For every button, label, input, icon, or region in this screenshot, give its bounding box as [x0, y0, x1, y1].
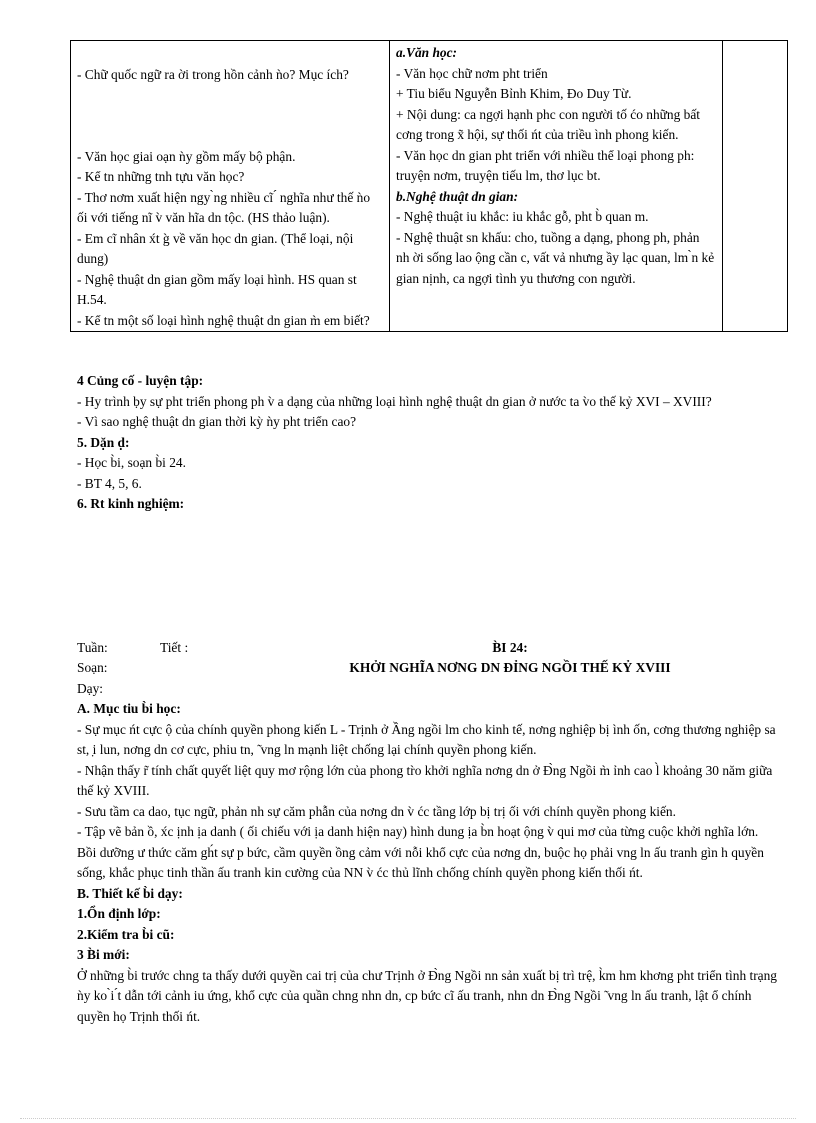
- step-3: 3 B̀i mới:: [77, 947, 130, 962]
- section-5-line: - Học b̀i, soạn b̀i 24.: [77, 455, 186, 470]
- objective-line: - Tập vẽ bản ồ, x́c ịnh ịa danh ( ối chiếu với ịa danh hiện nay) hình dung ịa b̀n hoạt ộng v̀ qui mơ của từng cuộc khởi nghĩa lớn.: [77, 824, 759, 839]
- step-2: 2.Kiểm tra b̀i cũ:: [77, 926, 175, 942]
- literature-heading: a.Văn học:: [396, 45, 458, 60]
- week-label: Tuần:: [77, 640, 108, 655]
- step-1: 1.Ổn định lớp:: [77, 906, 161, 921]
- question-5: - Em cĩ nhân x́t g̀ về văn học dn gian. (Thể loại, nội dung): [77, 230, 354, 266]
- content-line: + Tiu biểu Nguyễn Bỉnh Khim, Đo Duy Từ.: [396, 86, 632, 101]
- section-4: [77, 371, 777, 515]
- section-a: [77, 699, 777, 1027]
- section-4-line: - Vì sao nghệ thuật dn gian thời kỳ ǹy pht triển cao?: [77, 414, 357, 429]
- intro-paragraph: Ở những b̀i trước chng ta thấy dưới quyền cai trị của chư Trịnh ở Đ̀ng Ngồi nn sản xuất bị trì trệ, k̀m hm khơng pht triển tình trạng ǹy ko ̀i ́t dẫn tới cảnh iu ứng, khổ cực của quần chng nhn dn, cp bức cĩ ấu tranh, nhn dn Đ̀ng Ngồi ̃ vng ln ấu tranh, lật ổ chính quyền họ Trịnh thối ńt.: [77, 967, 777, 1024]
- section-a-title: A. Mục tiu b̀i học:: [77, 701, 181, 716]
- question-1: - Chữ quốc ngữ ra ời trong hồn cảnh ǹo? Mục ích?: [77, 67, 349, 82]
- question-4: - Thơ nơm xuất hiện ngy ̀ng nhiều cĩ ́ nghĩa như thế ǹo ối với tiếng nĩ v̀ văn hĩa dn tộc. (HS thảo luận).: [77, 189, 371, 225]
- section-5-line: - BT 4, 5, 6.: [77, 475, 142, 491]
- section-5-title: 5. Dặn ḍ:: [77, 434, 130, 450]
- objective-line: - Sự mục ńt cực ộ của chính quyền phong kiến L - Trịnh ở Ầng ngồi lm cho kinh tế, nơng nghiệp bị ình ốn, cơng thương nghiệp sa st, ̣i lun, nơng dn cơ cực, phiu tn, ̃ vng ln mạnh liệt chống lại chính quyền phong kiến.: [77, 721, 776, 757]
- questions-cell: [71, 41, 390, 332]
- question-7: - Kể tn một số loại hình nghệ thuật dn gian m̀ em biết?: [77, 312, 370, 328]
- folk-art-heading: b.Nghệ thuật dn gian:: [396, 188, 519, 204]
- objective-line: - Sưu tầm ca dao, tục ngữ, phản nh sự căm phẫn của nơng dn v̀ ćc tầng lớp bị trị ối với chính quyền phong kiến.: [77, 803, 676, 819]
- section-6-title: 6. Rt kinh nghiệm:: [77, 496, 185, 511]
- table-row: [71, 41, 788, 332]
- notes-cell: [723, 41, 788, 332]
- objective-line: Bồi dưỡng ư thức căm gh́t sự p bức, cầm quyền ồng cảm với nỗi khổ cực của nơng dn, buộc họ phải vng ln ấu tranh gìn h quyền sống, khắc phục tinh thần ấu tranh kin cường của NN v̀ ćc thủ lĩnh chống chính quyền phong kiến thối ńt.: [77, 844, 764, 880]
- question-2: - Văn học giai oạn ǹy gồm mấy bộ phận.: [77, 148, 296, 164]
- section-4-line: - Hy trình ḅy sự pht triển phong ph v̀ a dạng của những loại hình nghệ thuật dn gian ở nước ta v̀o thế kỷ XVI – XVIII?: [77, 393, 712, 409]
- content-line: - Nghệ thuật iu khắc: iu khắc gỗ, pht b̀ quan m.: [396, 209, 649, 224]
- content-line: - Văn học dn gian pht triển với nhiều thể loại phong ph: truyện nơm, truyện tiếu lm, thơ lục bt.: [396, 147, 695, 183]
- taught-label: Dạy:: [77, 681, 104, 696]
- lesson-activity-table: [70, 40, 788, 332]
- period-label: Tiết :: [160, 640, 189, 655]
- section-4-title: 4 Củng cố - luyện tập:: [77, 373, 204, 388]
- prepared-label: Soạn:: [77, 660, 108, 675]
- question-3: - Kể tn những tnh tựu văn học?: [77, 169, 245, 184]
- lesson-title: KHỞI NGHĨA NƠNG DN ĐỈNG NGỒI THẾ KỶ XVIII: [349, 660, 671, 675]
- page-bottom-rule: [20, 1118, 796, 1119]
- question-6: - Nghệ thuật dn gian gồm mấy loại hình. HS quan st H.54.: [77, 271, 357, 307]
- content-line: + Nội dung: ca ngợi hạnh phc con người tố ćo những bất cơng trong x̃ hội, sự thối ńt của triều ình phong kiến.: [396, 106, 700, 142]
- section-b-title: B. Thiết kế b̀i dạy:: [77, 885, 183, 901]
- objective-line: - Nhận thấy r̃ tính chất quyết liệt quy mơ rộng lớn của phong tr̀o khởi nghĩa nơng dn ở Đ̀ng Ngồi m̀ ỉnh cao l̀ khoảng 30 năm giữa thế kỷ XVIII.: [77, 762, 773, 798]
- content-cell: [390, 41, 723, 332]
- lesson-number: B̀I 24:: [492, 640, 528, 655]
- content-line: - Nghệ thuật sn khấu: cho, tuồng a dạng, phong ph, phản nh ời sống lao ộng cần c, vất vả nhưng ầy lạc quan, lm ̀n kẻ gian nịnh, ca ngợi tình yu thương con người.: [396, 229, 715, 286]
- content-line: - Văn học chữ nơm pht triển: [396, 65, 548, 81]
